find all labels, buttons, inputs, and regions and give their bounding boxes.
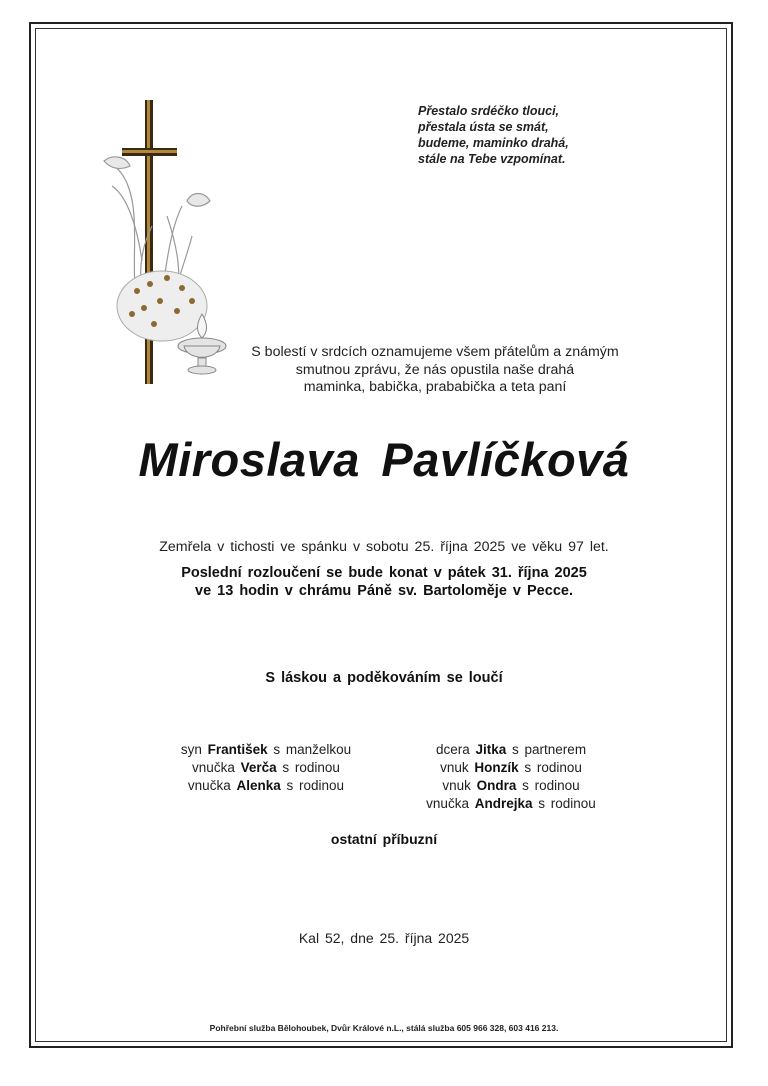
mourner-with: s rodinou	[522, 778, 580, 793]
mourner-name: Jitka	[475, 742, 507, 757]
funeral-line: Poslední rozloučení se bude konat v pátek 31. října 2025	[181, 565, 587, 581]
poem	[418, 103, 569, 167]
announcement-line: smutnou zprávu, že nás opustila naše drahá	[295, 361, 575, 378]
mourner-role: vnučka	[192, 760, 235, 775]
announcement	[200, 344, 670, 397]
mourner-entry	[140, 741, 392, 759]
mourner-entry	[386, 777, 636, 795]
mourner-entry	[140, 777, 392, 795]
flowers-icon	[117, 271, 207, 341]
mourner-with: s rodinou	[538, 796, 596, 811]
mourner-entry	[140, 759, 392, 777]
mourner-role: dcera	[435, 742, 470, 757]
funeral-service-footer: Pohřební služba Bělohoubek, Dvůr Králové n.L., stálá služba 605 966 328, 603 416 213.	[209, 1023, 559, 1033]
death-notice: Zemřela v tichosti ve spánku v sobotu 25. října 2025 ve věku 97 let.	[159, 539, 609, 555]
mourner-name: František	[207, 742, 268, 757]
mourner-name: Honzík	[474, 760, 519, 775]
mourner-role: vnučka	[187, 778, 231, 793]
funeral-details	[0, 564, 768, 600]
mourner-with: s rodinou	[286, 778, 345, 793]
cross-icon	[122, 100, 177, 384]
mourner-with: s rodinou	[524, 760, 582, 775]
mourner-entry	[386, 795, 636, 813]
place-and-date: Kal 52, dne 25. října 2025	[298, 930, 470, 946]
mourner-role: vnuk	[440, 760, 469, 775]
mourner-entry	[386, 759, 636, 777]
poem-line: Přestalo srdéčko tlouci,	[418, 104, 560, 118]
other-relatives: ostatní příbuzní	[330, 831, 438, 847]
mourner-with: s partnerem	[512, 742, 587, 757]
announcement-line: S bolestí v srdcích oznamujeme všem přátelům a známým	[251, 344, 619, 360]
funeral-line: ve 13 hodin v chrámu Páně sv. Bartoloměje v Pecce.	[195, 583, 573, 599]
poem-line: stále na Tebe vzpomínat.	[418, 152, 566, 166]
mourner-name: Ondra	[476, 778, 517, 793]
mourner-role: vnučka	[426, 796, 469, 811]
mourner-entry	[386, 741, 636, 759]
mourner-name: Alenka	[236, 778, 281, 793]
mourner-with: s manželkou	[273, 742, 352, 757]
mourner-with: s rodinou	[282, 760, 340, 775]
farewell-heading: S láskou a poděkováním se loučí	[265, 670, 503, 686]
mourner-name: Verča	[240, 760, 277, 775]
mourners-right-column	[386, 741, 636, 813]
deceased-name: Miroslava Pavlíčková	[138, 433, 630, 486]
announcement-line: maminka, babička, prababička a teta paní	[303, 379, 567, 395]
poem-line: budeme, maminko drahá,	[418, 136, 569, 150]
mourners-left-column	[140, 741, 392, 795]
poem-line: přestala ústa se smát,	[418, 120, 549, 134]
mourner-role: syn	[180, 742, 202, 757]
mourner-name: Andrejka	[474, 796, 533, 811]
mourner-role: vnuk	[442, 778, 471, 793]
